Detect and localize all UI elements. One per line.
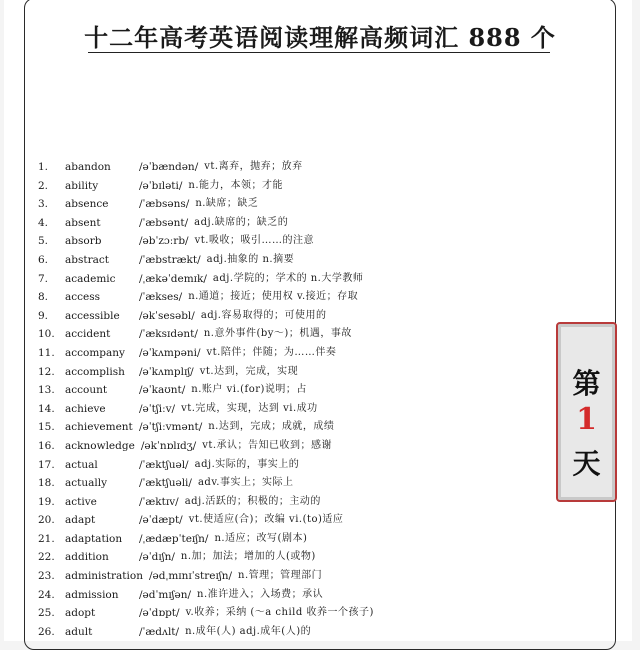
vocab-entry xyxy=(38,400,558,419)
entry-number: 17. xyxy=(38,458,55,471)
entry-number: 13. xyxy=(38,384,55,397)
entry-phonetic: /ˈækses/ xyxy=(139,291,183,304)
entry-number: 5. xyxy=(38,235,49,248)
entry-definition: adj.抽象的 n.摘要 xyxy=(206,253,295,265)
vocab-entry xyxy=(38,456,558,475)
entry-phonetic: /əˈbændən/ xyxy=(139,161,199,173)
entry-number: 9. xyxy=(38,309,49,322)
entry-number: 6. xyxy=(38,253,49,266)
entry-definition: n.能力，本领；才能 xyxy=(188,179,284,191)
entry-definition: adj.容易取得的；可使用的 xyxy=(200,309,327,321)
entry-definition: n.管理；管理部门 xyxy=(238,570,323,582)
vocab-entry xyxy=(38,381,558,400)
entry-definition: adj.学院的；学术的 n.大学教师 xyxy=(212,272,364,284)
entry-phonetic: /əˈdɪʃn/ xyxy=(139,551,175,564)
entry-word: adaptation xyxy=(65,532,123,545)
entry-definition: vt.吸收；吸引……的注意 xyxy=(194,235,314,247)
vocab-entry xyxy=(38,214,558,233)
entry-definition: n.达到，完成；成就，成绩 xyxy=(208,421,335,433)
entry-definition: vt.完成，实现，达到 vi.成功 xyxy=(181,402,318,414)
entry-definition: vt.使适应(合)；改编 vi.(to)适应 xyxy=(188,514,344,526)
entry-number: 24. xyxy=(38,588,55,601)
entry-number: 21. xyxy=(38,532,55,545)
page-title: 十二年高考英语阅读理解高频词汇 888 个 xyxy=(84,23,556,52)
vocab-entry xyxy=(38,177,558,196)
day-badge-suffix: 天 xyxy=(572,447,601,480)
entry-word: active xyxy=(65,495,97,508)
entry-word: ability xyxy=(65,179,99,192)
entry-number: 7. xyxy=(38,272,49,285)
entry-number: 20. xyxy=(38,514,55,527)
entry-number: 22. xyxy=(38,551,55,564)
entry-phonetic: /əkˈsesəbl/ xyxy=(139,309,195,322)
entry-definition: n.通道；接近；使用权 v.接近；存取 xyxy=(188,291,359,303)
vocab-entry xyxy=(38,195,558,214)
vocab-entry xyxy=(38,567,558,586)
entry-definition: v.收养；采纳 (～a child 收养一个孩子) xyxy=(185,607,374,619)
entry-word: administration xyxy=(65,570,143,583)
entry-definition: adj.活跃的；积极的；主动的 xyxy=(184,495,321,507)
entry-phonetic: /ˌækəˈdemɪk/ xyxy=(139,272,207,285)
entry-definition: vt.达到，完成，实现 xyxy=(199,365,299,377)
entry-phonetic: /əkˈnɒlɪdʒ/ xyxy=(140,439,197,452)
entry-definition: vt.离弃，抛弃；放弃 xyxy=(204,161,303,172)
vocab-entry xyxy=(38,158,558,177)
entry-phonetic: /əˈdæpt/ xyxy=(139,514,183,527)
entry-number: 8. xyxy=(38,291,49,304)
entry-number: 4. xyxy=(38,216,49,229)
entry-definition: n.加；加法；增加的人(或物) xyxy=(180,551,316,563)
entry-word: abstract xyxy=(65,253,109,266)
entry-number: 12. xyxy=(38,365,55,378)
vocab-entry xyxy=(38,307,558,326)
entry-word: access xyxy=(65,291,101,304)
vocab-entry xyxy=(38,530,558,549)
entry-phonetic: /əˈkaʊnt/ xyxy=(139,384,186,397)
vocab-entry xyxy=(38,493,558,512)
vocabulary-list xyxy=(38,158,558,641)
entry-word: actually xyxy=(65,477,108,490)
vocab-entry xyxy=(38,623,558,642)
vocab-entry xyxy=(38,548,558,567)
day-badge-number: 1 xyxy=(576,402,597,437)
vocab-entry xyxy=(38,288,558,307)
entry-number: 14. xyxy=(38,402,55,415)
entry-definition: n.适应；改写(剧本) xyxy=(214,532,308,544)
entry-definition: adj.缺席的；缺乏的 xyxy=(194,216,289,228)
entry-number: 1. xyxy=(38,161,49,173)
entry-word: absent xyxy=(65,216,101,229)
entry-word: absorb xyxy=(65,235,102,248)
entry-number: 19. xyxy=(38,495,55,508)
entry-word: academic xyxy=(65,272,116,285)
entry-word: absence xyxy=(65,198,109,211)
vocab-entry xyxy=(38,325,558,344)
vocab-entry xyxy=(38,418,558,437)
entry-phonetic: /ˈæbsənt/ xyxy=(139,216,189,229)
entry-word: accident xyxy=(65,328,111,341)
vocab-entry xyxy=(38,604,558,623)
entry-word: accessible xyxy=(65,309,120,322)
entry-word: admission xyxy=(65,588,119,601)
entry-phonetic: /əbˈzɔːrb/ xyxy=(139,235,189,248)
entry-word: achieve xyxy=(65,402,106,415)
vocab-entry xyxy=(38,270,558,289)
entry-phonetic: /ədˌmɪnɪˈstreɪʃn/ xyxy=(148,570,232,583)
entry-word: abandon xyxy=(65,161,111,173)
entry-phonetic: /ˈæksɪdənt/ xyxy=(139,328,198,341)
entry-definition: n.缺席；缺乏 xyxy=(195,198,259,210)
entry-phonetic: /əˈbɪləti/ xyxy=(139,179,183,192)
vocab-entry xyxy=(38,586,558,605)
entry-word: accompany xyxy=(65,346,125,359)
entry-phonetic: /ˈæktʃuəl/ xyxy=(139,458,189,471)
entry-word: acknowledge xyxy=(65,439,135,452)
entry-word: accomplish xyxy=(65,365,125,378)
entry-number: 26. xyxy=(38,625,55,638)
entry-number: 23. xyxy=(38,570,55,583)
entry-phonetic: /ˈæbsəns/ xyxy=(139,198,190,211)
entry-phonetic: /ˈæktɪv/ xyxy=(139,495,179,508)
entry-phonetic: /əˈdɒpt/ xyxy=(139,607,180,620)
entry-number: 15. xyxy=(38,421,55,434)
entry-phonetic: /ˌædæpˈteɪʃn/ xyxy=(139,532,209,545)
entry-word: adapt xyxy=(65,514,96,527)
entry-word: addition xyxy=(65,551,109,564)
entry-phonetic: /əˈkʌmplɪʃ/ xyxy=(139,365,194,378)
vocab-entry xyxy=(38,344,558,363)
entry-word: actual xyxy=(65,458,98,471)
entry-number: 18. xyxy=(38,477,55,490)
entry-number: 2. xyxy=(38,179,49,192)
entry-word: adopt xyxy=(65,607,96,620)
vocab-entry xyxy=(38,511,558,530)
entry-word: adult xyxy=(65,625,93,638)
entry-definition: vt.承认；告知已收到；感谢 xyxy=(202,439,333,451)
entry-definition: adv.事实上；实际上 xyxy=(197,477,294,489)
entry-definition: n.账户 vi.(for)说明；占 xyxy=(191,384,307,396)
entry-number: 11. xyxy=(38,346,55,359)
entry-number: 3. xyxy=(38,198,49,211)
entry-word: achievement xyxy=(65,421,133,434)
entry-number: 10. xyxy=(38,328,55,341)
entry-phonetic: /ˈæktʃuəli/ xyxy=(139,477,192,490)
vocab-entry xyxy=(38,251,558,270)
vocab-entry xyxy=(38,474,558,493)
entry-definition: n.准许进入；入场费；承认 xyxy=(197,588,324,600)
entry-phonetic: /ədˈmɪʃən/ xyxy=(139,588,192,601)
entry-phonetic: /əˈkʌmpəni/ xyxy=(139,346,201,359)
entry-number: 16. xyxy=(38,439,55,452)
entry-number: 25. xyxy=(38,607,55,620)
vocab-entry xyxy=(38,232,558,251)
entry-phonetic: /əˈtʃiːv/ xyxy=(139,402,176,415)
entry-definition: vt.陪伴；伴随；为……伴奏 xyxy=(206,346,337,358)
title-underline xyxy=(88,52,550,53)
entry-definition: n.意外事件(by～)；机遇，事故 xyxy=(203,328,352,340)
entry-phonetic: /əˈtʃiːvmənt/ xyxy=(139,421,203,434)
entry-phonetic: /ˈæbstrækt/ xyxy=(139,253,201,266)
entry-definition: adj.实际的，事实上的 xyxy=(194,458,300,470)
entry-definition: n.成年(人) adj.成年(人)的 xyxy=(185,625,312,637)
vocab-entry xyxy=(38,437,558,456)
day-badge-prefix: 第 xyxy=(572,367,601,400)
vocab-entry xyxy=(38,363,558,382)
entry-phonetic: /ˈædʌlt/ xyxy=(139,625,180,638)
entry-word: account xyxy=(65,384,108,397)
day-badge xyxy=(556,322,617,502)
